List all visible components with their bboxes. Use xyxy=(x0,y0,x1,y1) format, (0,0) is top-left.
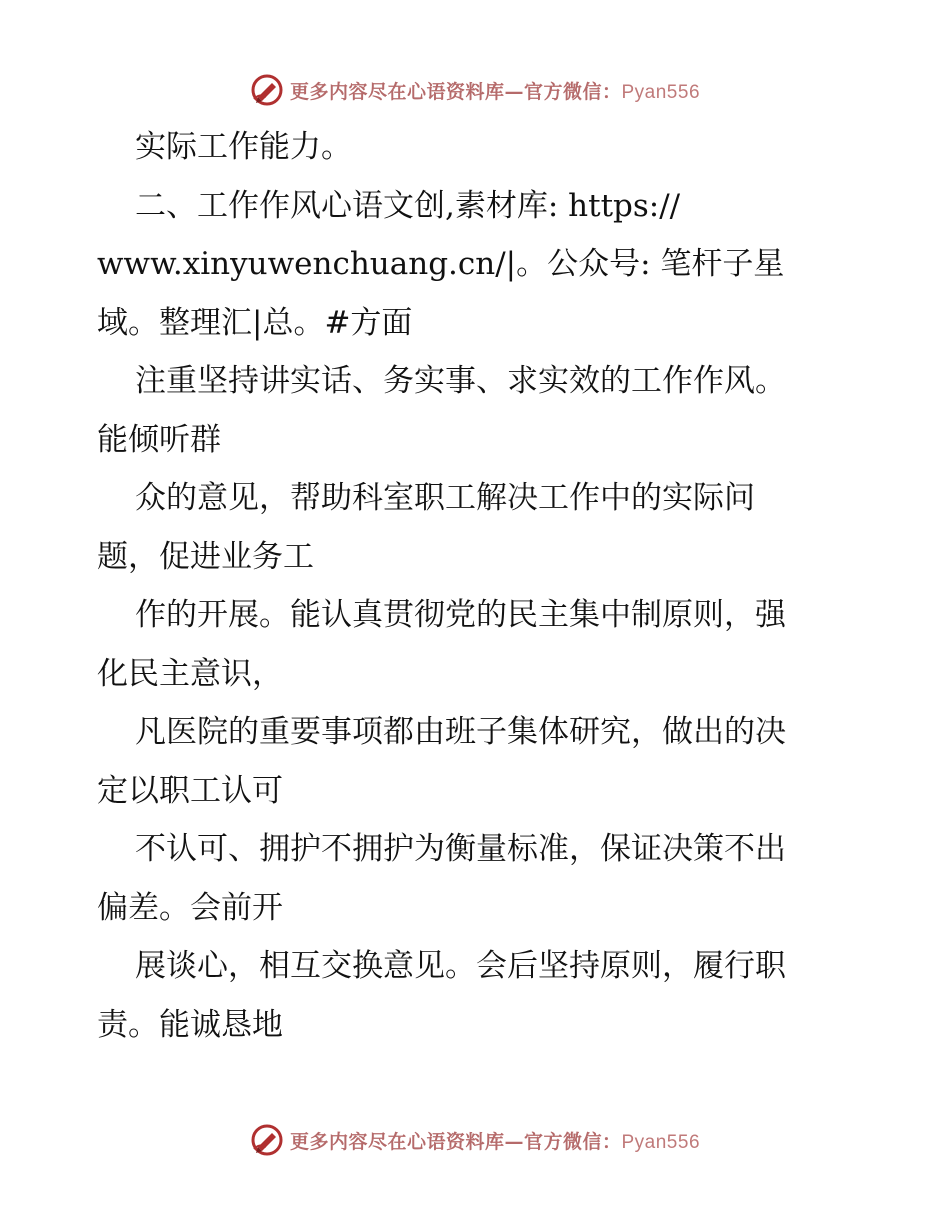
text-line-2: 二、工作作风心语文创,素材库: https:// xyxy=(135,187,681,224)
text-line-9: 作的开展。能认真贯彻党的民主集中制原则，强 xyxy=(135,597,786,633)
footer-banner-text xyxy=(290,1127,700,1154)
header-banner-content xyxy=(250,73,700,107)
text-line-6: 能倾听群 xyxy=(97,421,221,458)
header-banner-text xyxy=(290,77,700,104)
footer-banner-separator: —官方微信： xyxy=(504,1130,622,1153)
text-line-3: www.xinyuwenchuang.cn/|。公众号: 笔杆子星 xyxy=(97,246,785,282)
footer-banner-content xyxy=(250,1123,700,1157)
header-banner xyxy=(0,70,950,110)
text-line-10: 化民主意识， xyxy=(97,655,283,692)
text-line-1: 实际工作能力。 xyxy=(135,129,352,165)
text-line-16: 责。能诚恳地 xyxy=(97,1006,283,1043)
header-banner-separator: —官方微信： xyxy=(504,80,622,103)
pen-logo-icon xyxy=(250,1123,284,1157)
text-line-13: 不认可、拥护不拥护为衡量标准，保证决策不出 xyxy=(135,831,786,867)
text-line-11: 凡医院的重要事项都由班子集体研究，做出的决 xyxy=(135,714,786,750)
text-line-8: 题，促进业务工 xyxy=(97,538,314,575)
pen-logo-icon xyxy=(250,73,284,107)
footer-banner-main: 更多内容尽在心语资料库 xyxy=(289,1130,505,1153)
text-line-12: 定以职工认可 xyxy=(97,772,283,809)
text-line-14: 偏差。会前开 xyxy=(97,889,283,926)
footer-banner xyxy=(0,1120,950,1160)
text-line-7: 众的意见，帮助科室职工解决工作中的实际问 xyxy=(135,480,755,516)
text-line-15: 展谈心，相互交换意见。会后坚持原则，履行职 xyxy=(135,948,786,984)
header-banner-main: 更多内容尽在心语资料库 xyxy=(289,80,505,103)
footer-banner-wechat: Pyan556 xyxy=(621,1131,701,1153)
header-banner-wechat: Pyan556 xyxy=(621,81,701,103)
document-body xyxy=(97,118,867,1054)
text-line-4: 域。整理汇|总。#方面 xyxy=(97,304,413,341)
text-line-5: 注重坚持讲实话、务实事、求实效的工作作风。 xyxy=(135,363,786,399)
